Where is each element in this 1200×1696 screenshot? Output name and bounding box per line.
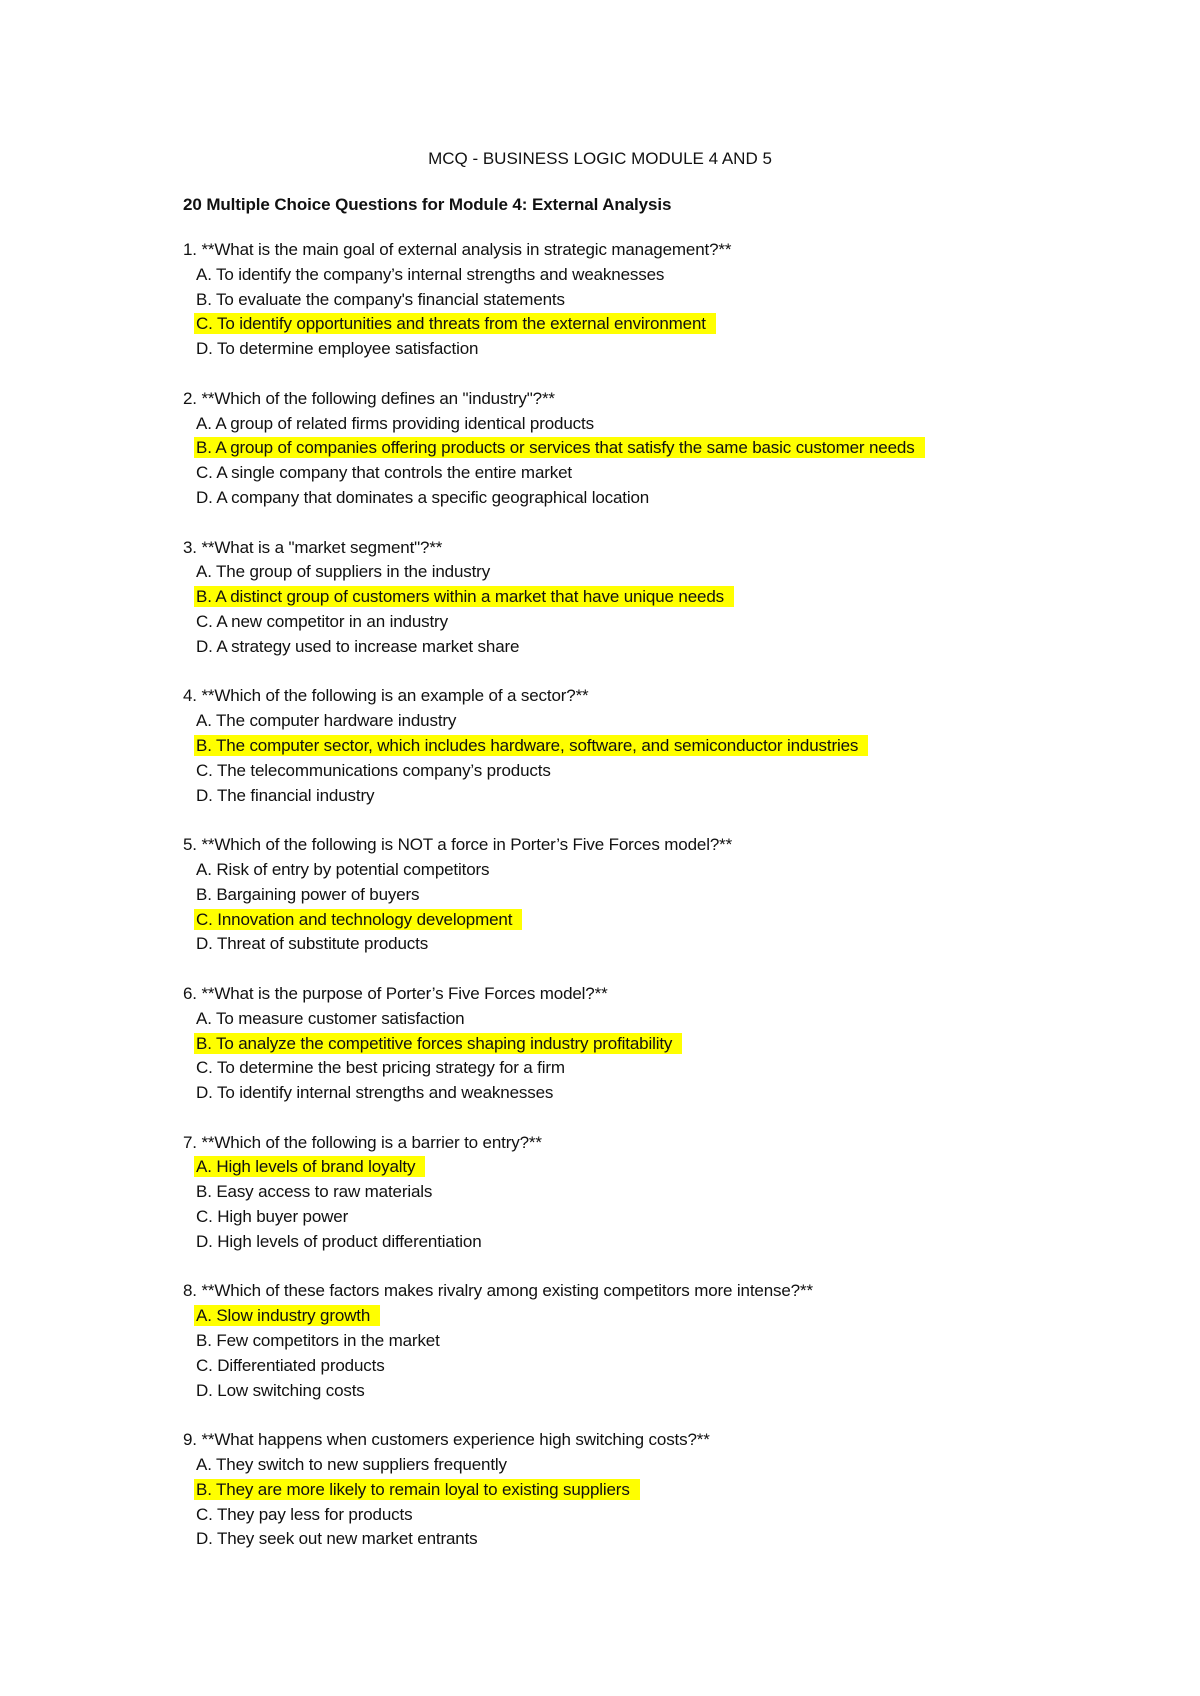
question-block: [183, 1428, 1200, 1552]
answer-option-highlighted: [183, 1032, 1200, 1057]
question-text: **What is the purpose of Porter’s Five Forces model?**: [201, 983, 608, 1003]
question-line: [183, 238, 1200, 263]
question-number: 3.: [183, 537, 197, 557]
answer-option-text: B. Bargaining power of buyers: [196, 884, 420, 904]
answer-option-text: C. Differentiated products: [196, 1355, 385, 1375]
question-line: [183, 833, 1200, 858]
answer-option-text: D. A company that dominates a specific geographical location: [196, 487, 650, 507]
question-number: 1.: [183, 240, 197, 259]
answer-option-text: B. Few competitors in the market: [196, 1331, 440, 1351]
answer-option: [183, 610, 1200, 635]
answer-option-text: D. They seek out new market entrants: [196, 1529, 478, 1549]
question-number: 5.: [183, 835, 197, 855]
question-line: [183, 982, 1200, 1007]
document-title: MCQ - BUSINESS LOGIC MODULE 4 AND 5: [428, 149, 772, 168]
answer-option-text: A. To identify the company’s internal strengths and weaknesses: [196, 264, 665, 284]
question-block: [183, 1131, 1200, 1255]
answer-option-text: A. A group of related firms providing identical products: [196, 413, 594, 433]
question-text: **What happens when customers experience high switching costs?**: [201, 1430, 710, 1450]
answer-option: [183, 560, 1200, 585]
answer-option-text: C. A single company that controls the entire market: [196, 463, 572, 483]
question-block: [183, 238, 1200, 362]
answer-option-highlighted: [183, 436, 1200, 461]
question-text: **Which of the following is a barrier to entry?**: [201, 1132, 542, 1152]
question-line: [183, 1279, 1200, 1304]
answer-option: [183, 858, 1200, 883]
answer-option-text: D. To identify internal strengths and weaknesses: [196, 1083, 554, 1103]
question-block: [183, 833, 1200, 957]
question-text: **Which of the following defines an "industry"?**: [201, 388, 555, 408]
answer-option: [183, 1180, 1200, 1205]
answer-option-text: B. To analyze the competitive forces shaping industry profitability: [194, 1033, 682, 1054]
answer-option: [183, 635, 1200, 660]
answer-option-highlighted: [183, 734, 1200, 759]
answer-option-text: D. Low switching costs: [196, 1380, 365, 1400]
answer-option: [183, 883, 1200, 908]
answer-option-text: D. High levels of product differentiation: [196, 1231, 482, 1251]
answer-option-text: B. To evaluate the company's financial statements: [196, 289, 565, 309]
question-text: **Which of these factors makes rivalry among existing competitors more intense?**: [201, 1281, 813, 1301]
question-block: [183, 684, 1200, 808]
answer-option-text: B. A group of companies offering products or services that satisfy the same basic customer needs: [194, 437, 925, 458]
answer-option: [183, 1379, 1200, 1404]
question-number: 2.: [183, 388, 197, 408]
answer-option: [183, 1453, 1200, 1478]
answer-option-text: B. Easy access to raw materials: [196, 1182, 433, 1202]
question-line: [183, 1131, 1200, 1156]
answer-option: [183, 486, 1200, 511]
answer-option-text: C. To identify opportunities and threats from the external environment: [194, 313, 716, 334]
answer-option-text: C. To determine the best pricing strategy for a firm: [196, 1058, 565, 1078]
answer-option: [183, 759, 1200, 784]
answer-option-text: A. Slow industry growth: [194, 1305, 380, 1326]
answer-option-text: D. The financial industry: [196, 785, 375, 805]
answer-option-highlighted: [183, 312, 1200, 337]
answer-option-text: A. They switch to new suppliers frequently: [196, 1455, 507, 1475]
answer-option: [183, 1230, 1200, 1255]
question-text: **Which of the following is an example of a sector?**: [201, 686, 589, 706]
answer-option-text: A. To measure customer satisfaction: [196, 1008, 465, 1028]
answer-option-text: B. A distinct group of customers within a market that have unique needs: [194, 586, 734, 607]
answer-option: [183, 337, 1200, 362]
answer-option: [183, 1354, 1200, 1379]
answer-option: [183, 1329, 1200, 1354]
answer-option-text: A. The group of suppliers in the industry: [196, 562, 491, 582]
answer-option-highlighted: [183, 1304, 1200, 1329]
question-number: 9.: [183, 1430, 197, 1450]
answer-option-text: B. They are more likely to remain loyal to existing suppliers: [194, 1479, 640, 1500]
question-list: [183, 238, 1200, 1552]
answer-option: [183, 263, 1200, 288]
answer-option-text: B. The computer sector, which includes hardware, software, and semiconductor industries: [194, 735, 868, 756]
question-line: [183, 536, 1200, 561]
answer-option: [183, 461, 1200, 486]
question-number: 6.: [183, 983, 197, 1003]
answer-option-text: C. A new competitor in an industry: [196, 611, 448, 631]
question-block: [183, 1279, 1200, 1403]
answer-option: [183, 784, 1200, 809]
answer-option-text: D. A strategy used to increase market share: [196, 636, 520, 656]
answer-option: [183, 1527, 1200, 1552]
question-number: 4.: [183, 686, 197, 706]
answer-option: [183, 288, 1200, 313]
answer-option: [183, 1205, 1200, 1230]
answer-option-text: C. Innovation and technology development: [194, 909, 522, 930]
answer-option: [183, 1007, 1200, 1032]
answer-option: [183, 1503, 1200, 1528]
answer-option-text: C. The telecommunications company’s products: [196, 760, 551, 780]
answer-option-text: A. High levels of brand loyalty: [194, 1156, 425, 1177]
question-block: [183, 536, 1200, 660]
question-text: **What is the main goal of external analysis in strategic management?**: [201, 240, 732, 259]
question-block: [183, 387, 1200, 511]
answer-option-text: A. Risk of entry by potential competitors: [196, 859, 490, 879]
answer-option-text: D. Threat of substitute products: [196, 934, 429, 954]
answer-option-text: D. To determine employee satisfaction: [196, 339, 479, 359]
question-text: **What is a "market segment"?**: [201, 537, 443, 557]
answer-option: [183, 932, 1200, 957]
question-block: [183, 982, 1200, 1106]
question-line: [183, 387, 1200, 412]
answer-option-text: A. The computer hardware industry: [196, 711, 457, 731]
document-subtitle: 20 Multiple Choice Questions for Module 4: External Analysis: [183, 195, 672, 214]
answer-option-highlighted: [183, 1155, 1200, 1180]
answer-option: [183, 1081, 1200, 1106]
answer-option: [183, 709, 1200, 734]
question-line: [183, 1428, 1200, 1453]
question-line: [183, 684, 1200, 709]
answer-option: [183, 1056, 1200, 1081]
answer-option-text: C. High buyer power: [196, 1207, 349, 1227]
answer-option: [183, 412, 1200, 437]
answer-option-text: C. They pay less for products: [196, 1504, 413, 1524]
answer-option-highlighted: [183, 1478, 1200, 1503]
question-text: **Which of the following is NOT a force in Porter’s Five Forces model?**: [201, 835, 733, 855]
answer-option-highlighted: [183, 585, 1200, 610]
question-number: 8.: [183, 1281, 197, 1301]
answer-option-highlighted: [183, 908, 1200, 933]
question-number: 7.: [183, 1132, 197, 1152]
